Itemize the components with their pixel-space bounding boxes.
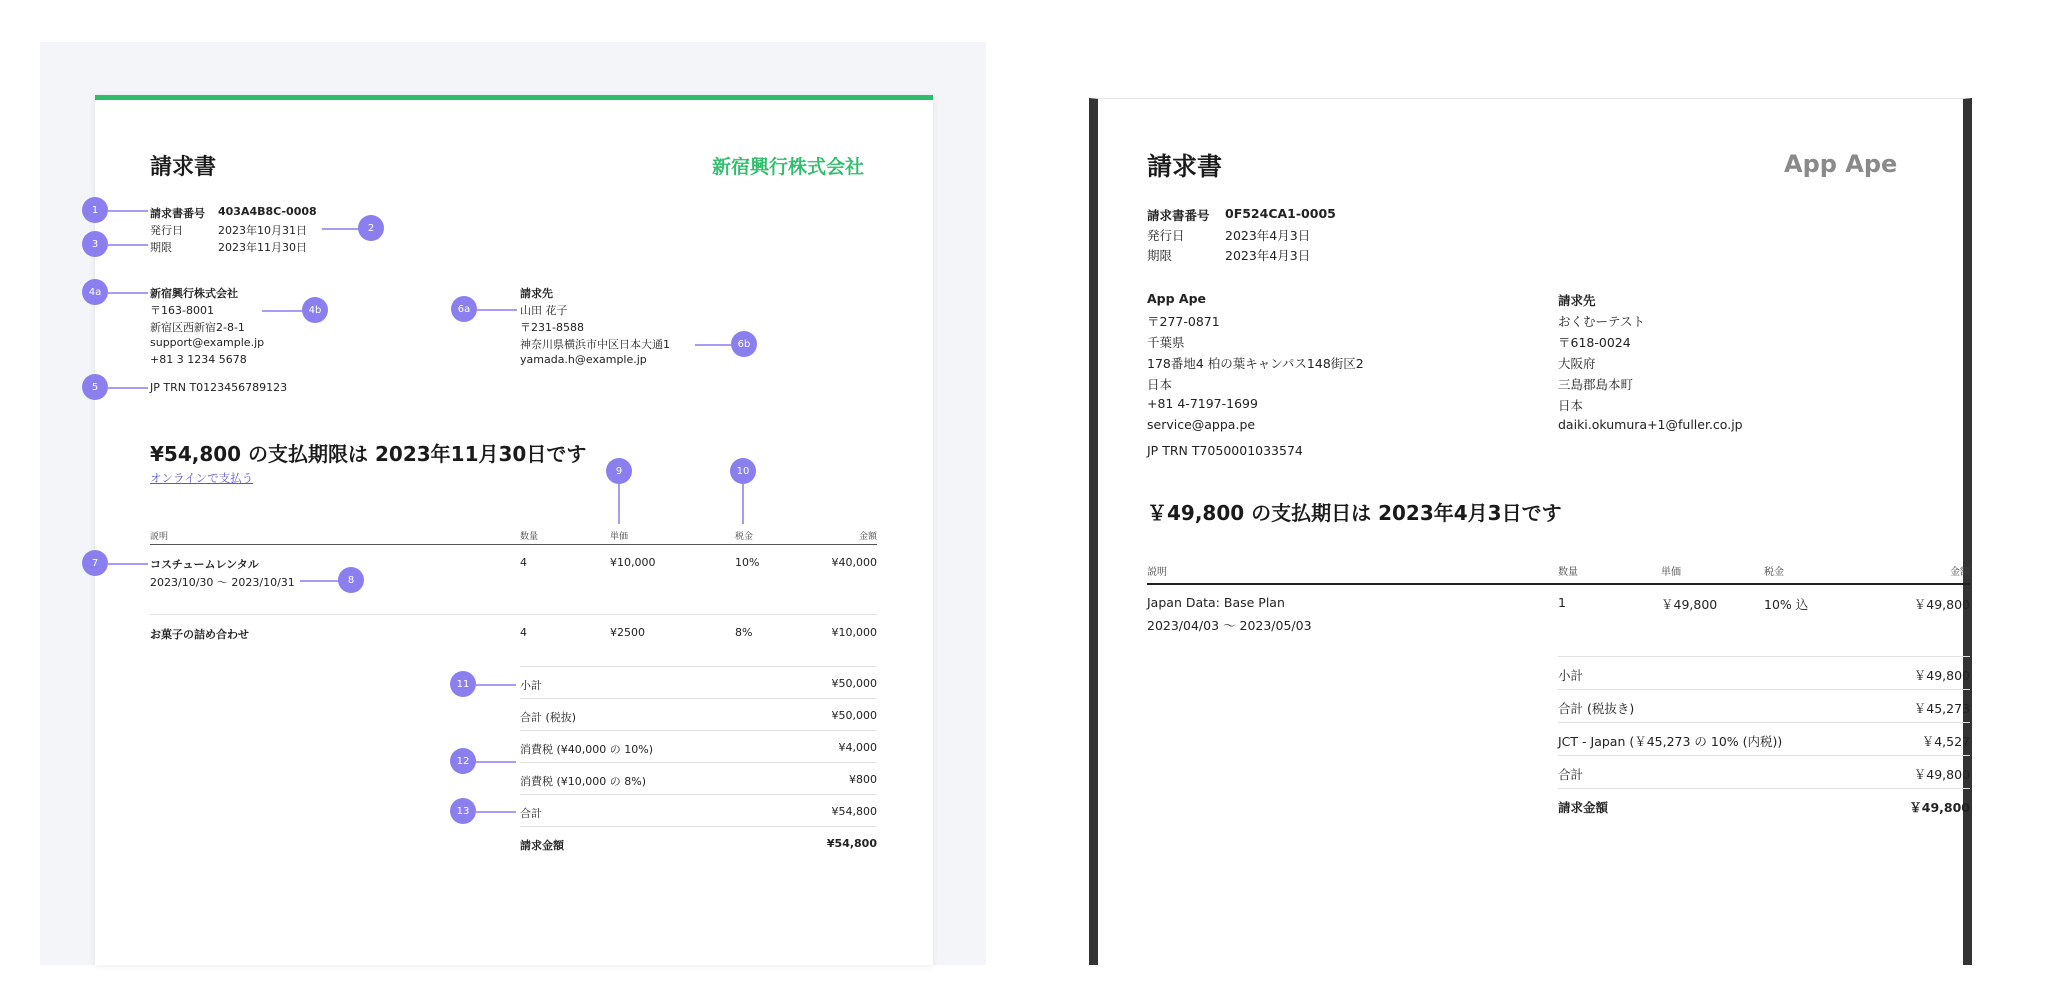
left-issue-date: 2023年10月31日 [218, 224, 307, 237]
left-from-postal: 〒163-8001 [150, 304, 214, 317]
right-trn: JP TRN T7050001033574 [1147, 443, 1303, 458]
right-summary-rule [1558, 755, 1970, 756]
annotation-connector [476, 811, 516, 813]
left-summary-rule [520, 826, 877, 827]
right-item-1-amount: ￥49,800 [1913, 597, 1970, 612]
annotation-connector [322, 228, 360, 230]
right-billto-postal: 〒618-0024 [1558, 335, 1631, 350]
annotation-marker-5: 5 [82, 374, 108, 400]
left-item-1-qty: 4 [520, 556, 527, 569]
annotation-marker-11: 11 [450, 671, 476, 697]
left-summary-rule [520, 666, 877, 667]
right-summary-subtotal-label: 小計 [1558, 668, 1584, 683]
left-company-logo-text: 新宿興行株式会社 [712, 156, 865, 178]
left-billto-label: 請求先 [520, 287, 553, 300]
left-from-address: 新宿区西新宿2-8-1 [150, 321, 245, 334]
right-company-logo-text: App Ape [1784, 150, 1898, 178]
right-from-prefecture: 千葉県 [1147, 335, 1185, 350]
right-summary-rule [1558, 788, 1970, 789]
right-summary-subtotal-value: ￥49,800 [1913, 668, 1970, 683]
right-billto-label: 請求先 [1558, 293, 1596, 308]
left-from-email: support@example.jp [150, 336, 265, 349]
annotation-connector [108, 210, 148, 212]
left-meta-label-number: 請求書番号 [150, 207, 205, 220]
annotation-marker-6a: 6a [451, 296, 477, 322]
right-from-phone: +81 4-7197-1699 [1147, 396, 1258, 411]
annotation-marker-10: 10 [730, 458, 756, 484]
right-due-date: 2023年4月3日 [1225, 248, 1311, 263]
right-col-tax: 税金 [1764, 567, 1784, 578]
right-summary-amount-due-value: ￥49,800 [1909, 800, 1970, 815]
right-item-1-desc: Japan Data: Base Plan [1147, 595, 1285, 610]
left-billto-email: yamada.h@example.jp [520, 353, 647, 366]
left-summary-rule [520, 762, 877, 763]
left-col-tax: 税金 [735, 532, 754, 542]
right-billto-prefecture: 大阪府 [1558, 356, 1596, 371]
right-item-1-period: 2023/04/03 〜 2023/05/03 [1147, 618, 1312, 633]
right-billto-country: 日本 [1558, 398, 1584, 413]
right-meta-label-number: 請求書番号 [1147, 208, 1210, 223]
right-summary-rule [1558, 689, 1970, 690]
left-item-1-amount: ¥40,000 [831, 556, 877, 569]
left-due-heading: ¥54,800 の支払期限は 2023年11月30日です [150, 442, 587, 466]
right-table-header-rule [1147, 583, 1970, 585]
right-from-postal: 〒277-0871 [1147, 314, 1220, 329]
right-col-price: 単価 [1661, 567, 1681, 578]
left-trn: JP TRN T0123456789123 [150, 381, 288, 394]
left-summary-pretax-value: ¥50,000 [831, 709, 877, 722]
right-summary-rule [1558, 656, 1970, 657]
left-item-1-tax: 10% [735, 556, 760, 569]
left-summary-amount-due-label: 請求金額 [520, 839, 564, 852]
left-item-2-tax: 8% [735, 626, 753, 639]
left-item-1-desc: コスチュームレンタル [150, 558, 259, 571]
left-item-2-desc: お菓子の詰め合わせ [150, 628, 249, 641]
left-summary-tax10-value: ¥4,000 [838, 741, 877, 754]
annotation-connector [476, 761, 516, 763]
left-item-1-period: 2023/10/30 〜 2023/10/31 [150, 576, 295, 589]
right-summary-pretax-label: 合計 (税抜き) [1558, 701, 1635, 716]
left-col-price: 単価 [610, 532, 629, 542]
right-invoice-title: 請求書 [1147, 152, 1223, 181]
annotation-marker-1: 1 [82, 197, 108, 223]
left-billto-postal: 〒231-8588 [520, 321, 584, 334]
annotation-connector [108, 292, 148, 294]
left-summary-subtotal-label: 小計 [520, 679, 542, 692]
left-col-qty: 数量 [520, 532, 539, 542]
right-invoice-number: 0F524CA1-0005 [1225, 206, 1336, 221]
annotation-marker-6b: 6b [731, 331, 757, 357]
annotation-marker-12: 12 [450, 748, 476, 774]
right-summary-rule [1558, 722, 1970, 723]
right-summary-amount-due-label: 請求金額 [1558, 800, 1609, 815]
right-from-address: 178番地4 柏の葉キャンパス148街区2 [1147, 356, 1364, 371]
annotation-marker-8: 8 [338, 567, 364, 593]
left-summary-tax10-label: 消費税 (¥40,000 の 10%) [520, 743, 654, 756]
right-issue-date: 2023年4月3日 [1225, 228, 1311, 243]
annotation-marker-4b: 4b [302, 297, 328, 323]
left-summary-amount-due-value: ¥54,800 [826, 837, 877, 850]
left-summary-tax8-value: ¥800 [849, 773, 877, 786]
right-invoice-page [1089, 98, 1972, 965]
right-col-amount: 金額 [1950, 567, 1970, 578]
left-meta-label-due: 期限 [150, 241, 172, 254]
left-summary-tax8-label: 消費税 (¥10,000 の 8%) [520, 775, 647, 788]
annotation-marker-7: 7 [82, 550, 108, 576]
right-item-1-price: ￥49,800 [1661, 597, 1718, 612]
left-from-name: 新宿興行株式会社 [150, 287, 238, 300]
left-meta-label-issue: 発行日 [150, 224, 183, 237]
left-col-amount: 金額 [858, 532, 877, 542]
left-col-description: 説明 [150, 532, 169, 542]
right-billto-name: おくむーテスト [1558, 314, 1646, 329]
annotation-connector [742, 484, 744, 524]
left-invoice-number: 403A4B8C-0008 [218, 205, 317, 218]
right-meta-label-issue: 発行日 [1147, 228, 1185, 243]
left-due-date: 2023年11月30日 [218, 241, 307, 254]
left-invoice-title: 請求書 [150, 155, 217, 180]
left-summary-subtotal-value: ¥50,000 [831, 677, 877, 690]
annotation-connector [108, 387, 148, 389]
left-summary-rule [520, 794, 877, 795]
right-summary-jct-value: ￥4,527 [1921, 734, 1970, 749]
right-due-heading: ￥49,800 の支払期日は 2023年4月3日です [1147, 501, 1562, 525]
annotation-connector [477, 309, 517, 311]
right-from-name: App Ape [1147, 291, 1207, 306]
right-summary-total-label: 合計 [1558, 767, 1584, 782]
annotation-connector [108, 244, 148, 246]
left-summary-total-value: ¥54,800 [831, 805, 877, 818]
left-table-header-rule [150, 544, 877, 545]
right-col-qty: 数量 [1558, 567, 1578, 578]
right-billto-city: 三島郡島本町 [1558, 377, 1634, 392]
annotation-marker-4a: 4a [82, 279, 108, 305]
left-summary-pretax-label: 合計 (税抜) [520, 711, 577, 724]
right-from-email: service@appa.pe [1147, 417, 1256, 432]
left-item-2-qty: 4 [520, 626, 527, 639]
left-billto-name: 山田 花子 [520, 304, 568, 317]
annotation-connector [476, 684, 516, 686]
annotation-marker-3: 3 [82, 231, 108, 257]
annotation-connector [618, 484, 620, 524]
left-from-phone: +81 3 1234 5678 [150, 353, 247, 366]
left-summary-rule [520, 698, 877, 699]
right-item-1-tax: 10% 込 [1764, 597, 1809, 612]
right-summary-jct-label: JCT - Japan (￥45,273 の 10% (内税)) [1558, 734, 1783, 749]
annotation-marker-13: 13 [450, 798, 476, 824]
left-pay-online-link[interactable]: オンラインで支払う [150, 471, 254, 485]
right-meta-label-due: 期限 [1147, 248, 1173, 263]
left-item-2-amount: ¥10,000 [831, 626, 877, 639]
left-item-1-price: ¥10,000 [610, 556, 656, 569]
left-summary-total-label: 合計 [520, 807, 542, 820]
right-from-country: 日本 [1147, 377, 1173, 392]
left-summary-rule [520, 730, 877, 731]
right-item-1-qty: 1 [1558, 595, 1566, 610]
right-billto-email: daiki.okumura+1@fuller.co.jp [1558, 417, 1743, 432]
annotation-marker-9: 9 [606, 458, 632, 484]
right-summary-pretax-value: ￥45,273 [1913, 701, 1970, 716]
right-col-description: 説明 [1147, 567, 1167, 578]
annotation-connector [300, 580, 340, 582]
left-billto-address: 神奈川県横浜市中区日本大通1 [520, 338, 670, 351]
left-item-divider [150, 614, 877, 615]
left-item-2-price: ¥2500 [610, 626, 645, 639]
right-summary-total-value: ￥49,800 [1913, 767, 1970, 782]
annotation-connector [108, 563, 148, 565]
annotation-marker-2: 2 [358, 215, 384, 241]
